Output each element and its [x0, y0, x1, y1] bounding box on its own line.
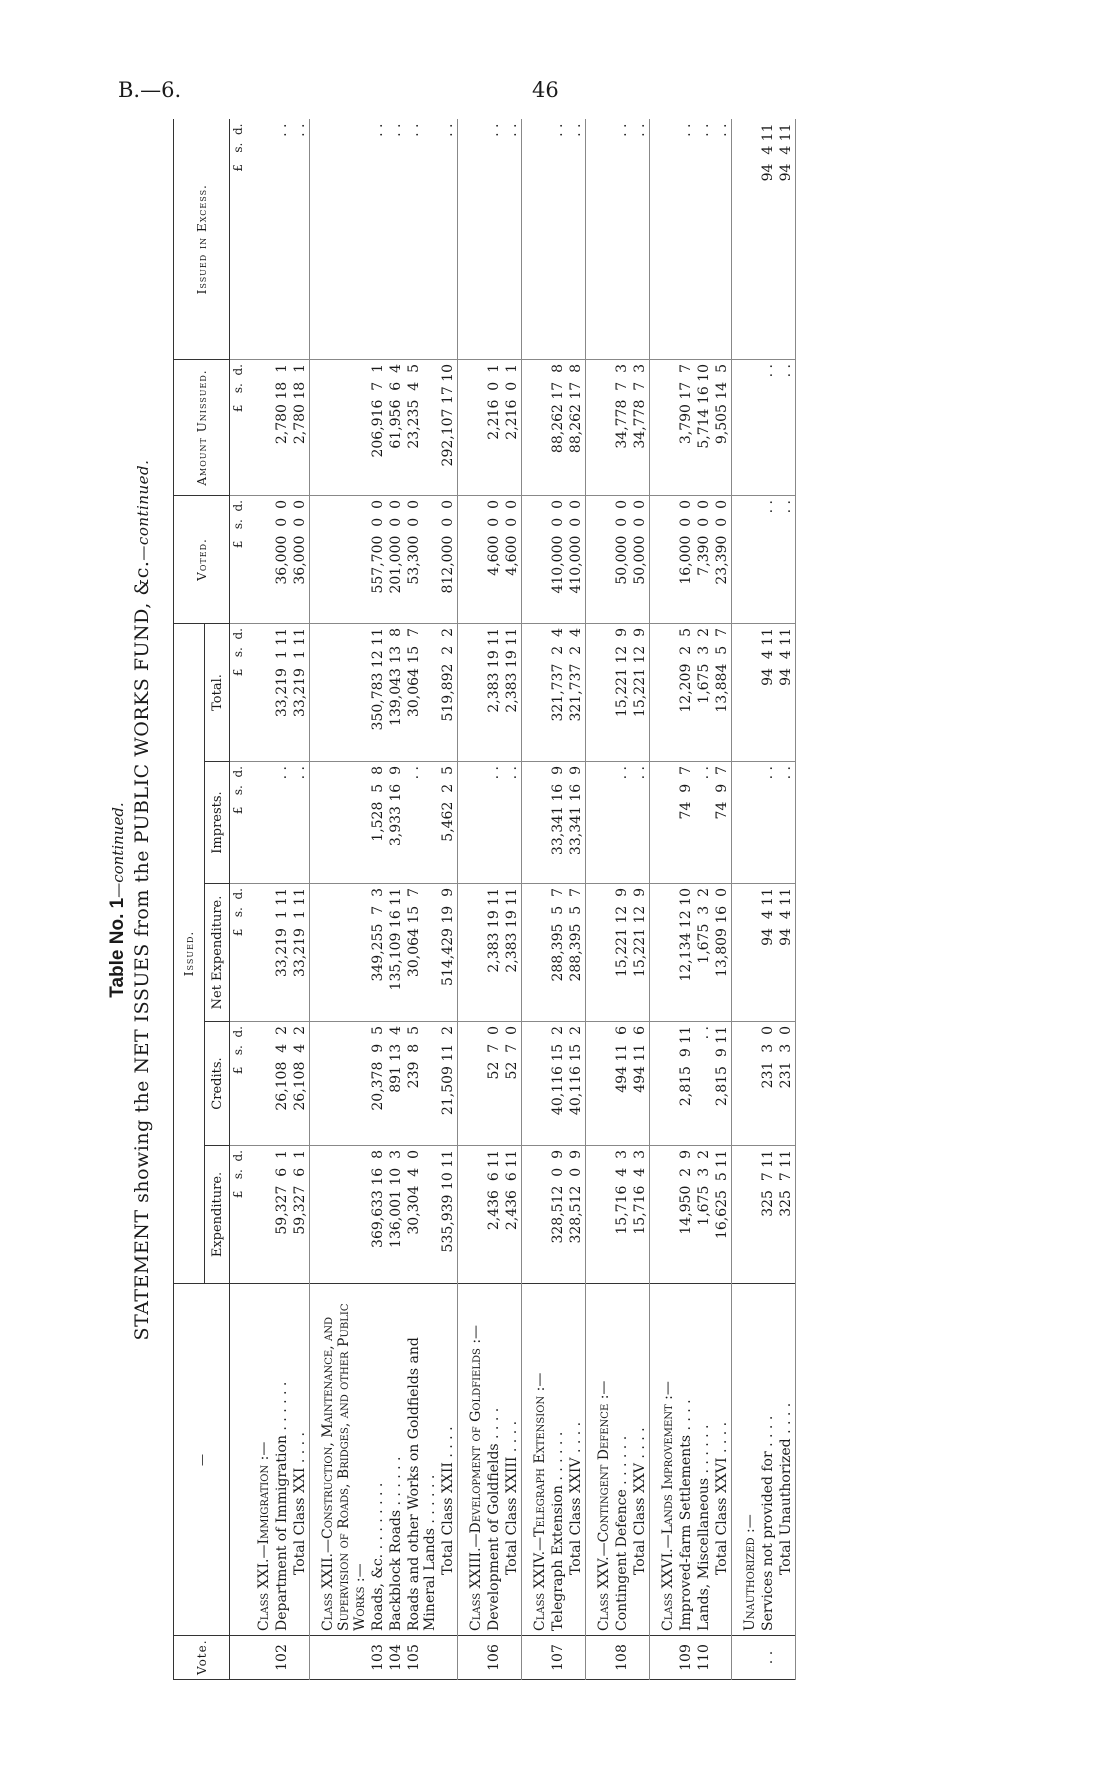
table-row	[405, 120, 439, 1680]
cell-exp: 30,304 4 0	[405, 1146, 439, 1284]
cell-exp	[586, 1146, 614, 1284]
item-description: Backblock Roads . . . . . .	[387, 1284, 405, 1636]
cell-exc: . .	[406, 123, 422, 137]
cell-tot: 139,043 13 8	[387, 624, 405, 762]
item-description: Services not provided for . . . .	[759, 1284, 777, 1636]
unit-label: £ s. d.	[230, 1022, 247, 1146]
cell-net	[246, 884, 273, 1022]
table-row	[387, 120, 405, 1680]
cell-unis: 3,790 17 7	[677, 360, 695, 496]
cell-exc: . .	[696, 123, 712, 137]
cell-exp: 14,950 2 9	[677, 1146, 695, 1284]
cell-exc: . .	[291, 120, 310, 360]
vote-number	[291, 1636, 310, 1680]
cell-voted: 201,000 0 0	[387, 496, 405, 624]
cell-tot: 94 4 11	[759, 624, 777, 762]
cell-imp: . .	[503, 762, 522, 884]
cell-unis	[246, 360, 273, 496]
cell-exc: . .	[274, 123, 290, 137]
cell-exp: 16,625 5 11	[713, 1146, 732, 1284]
cell-voted: 50,000 0 0	[631, 496, 650, 624]
public-works-table	[173, 120, 796, 1681]
cell-cred: 21,509 11 2	[439, 1022, 458, 1146]
cell-exc: . .	[713, 120, 732, 360]
cell-net: 33,219 1 11	[273, 884, 291, 1022]
item-description: Total Unauthorized . . . .	[777, 1284, 796, 1636]
cell-unis	[650, 360, 678, 496]
item-description: Lands, Miscellaneous . . . . . .	[695, 1284, 713, 1636]
cell-unis: 2,216 0 1	[485, 360, 503, 496]
class-heading-row	[458, 120, 486, 1680]
vote-number	[522, 1636, 550, 1680]
table-row	[759, 120, 777, 1680]
table-row	[677, 120, 695, 1680]
vote-number: 109	[677, 1636, 695, 1680]
total-row	[631, 120, 650, 1680]
rotated-table-region	[105, 120, 1005, 1680]
cell-unis: 292,107 17 10	[439, 360, 458, 496]
cell-imp: . .	[273, 762, 291, 884]
class-heading-row	[522, 120, 550, 1680]
cell-exp: 15,716 4 3	[631, 1146, 650, 1284]
item-description: Roads and other Works on Goldfields and Mineral Lands . . . . . .	[405, 1284, 439, 1636]
cell-cred	[650, 1022, 678, 1146]
total-row	[713, 120, 732, 1680]
header-vote: Vote.	[174, 1636, 230, 1680]
cell-exp	[522, 1146, 550, 1284]
cell-exc: . .	[550, 123, 566, 137]
vote-number	[439, 1636, 458, 1680]
cell-net	[650, 884, 678, 1022]
cell-net: 15,221 12 9	[631, 884, 650, 1022]
cell-voted	[586, 496, 614, 624]
cell-exp: 328,512 0 9	[549, 1146, 567, 1284]
cell-exc: 94 4 11	[760, 123, 776, 182]
cell-imp: 1,528 5 8	[369, 762, 387, 884]
item-description: Department of Immigration . . . . . .	[273, 1284, 291, 1636]
cell-imp	[522, 762, 550, 884]
unit-label: £ s. d.	[231, 123, 245, 172]
class-heading: Class XXIII.—Development of Goldfields :—	[458, 1284, 486, 1636]
vote-number	[650, 1636, 678, 1680]
vote-number	[458, 1636, 486, 1680]
cell-unis: 2,780 18 1	[273, 360, 291, 496]
unit-label: £ s. d.	[230, 1146, 247, 1284]
cell-voted: 4,600 0 0	[503, 496, 522, 624]
cell-unis: 9,505 14 5	[713, 360, 732, 496]
cell-imp	[586, 762, 614, 884]
cell-exp	[458, 1146, 486, 1284]
cell-cred	[458, 1022, 486, 1146]
cell-cred: 239 8 5	[405, 1022, 439, 1146]
cell-unis: 2,216 0 1	[503, 360, 522, 496]
cell-net: 1,675 3 2	[695, 884, 713, 1022]
cell-exc: . .	[631, 120, 650, 360]
cell-tot: 321,737 2 4	[567, 624, 586, 762]
cell-tot: 15,221 12 9	[613, 624, 631, 762]
vote-number: 106	[485, 1636, 503, 1680]
cell-imp	[310, 762, 370, 884]
cell-exp: 535,939 10 11	[439, 1146, 458, 1284]
vote-number	[567, 1636, 586, 1680]
cell-tot: 33,219 1 11	[273, 624, 291, 762]
item-description: Total Class XXI . . . .	[291, 1284, 310, 1636]
cell-unis	[522, 360, 550, 496]
header-issued-in-excess: Issued in Excess.	[174, 120, 230, 360]
cell-exp: 325 7 11	[777, 1146, 796, 1284]
cell-voted: 36,000 0 0	[291, 496, 310, 624]
cell-tot: 321,737 2 4	[549, 624, 567, 762]
header-voted: Voted.	[174, 496, 230, 624]
cell-voted: 4,600 0 0	[485, 496, 503, 624]
cell-voted: 16,000 0 0	[677, 496, 695, 624]
document-reference: B.—6.	[118, 78, 182, 102]
cell-voted: 36,000 0 0	[273, 496, 291, 624]
cell-unis: . .	[777, 360, 796, 496]
cell-net: 15,221 12 9	[613, 884, 631, 1022]
statement-text: STATEMENT showing the NET ISSUES from the PUBLIC WORKS FUND, &c.	[131, 560, 153, 1341]
cell-exp: 59,327 6 1	[273, 1146, 291, 1284]
cell-unis: 5,714 16 10	[695, 360, 713, 496]
cell-net: 288,395 5 7	[567, 884, 586, 1022]
header-issued: Issued.	[174, 624, 205, 1284]
cell-exc: 94 4 11	[777, 120, 796, 360]
vote-number: 108	[613, 1636, 631, 1680]
vote-number	[732, 1636, 760, 1680]
item-description: Improved-farm Settlements . . . .	[677, 1284, 695, 1636]
cell-imp: 74 9 7	[713, 762, 732, 884]
cell-cred: 52 7 0	[485, 1022, 503, 1146]
item-description: Total Class XXVI . . . .	[713, 1284, 732, 1636]
cell-unis: 2,780 18 1	[291, 360, 310, 496]
cell-unis	[732, 360, 760, 496]
class-heading-row	[650, 120, 678, 1680]
cell-imp: 74 9 7	[677, 762, 695, 884]
cell-tot	[586, 624, 614, 762]
cell-net: 288,395 5 7	[549, 884, 567, 1022]
cell-exc	[732, 120, 760, 360]
cell-voted: 557,700 0 0	[369, 496, 387, 624]
cell-unis: 34,778 7 3	[613, 360, 631, 496]
cell-tot: 1,675 3 2	[695, 624, 713, 762]
cell-exc	[522, 120, 550, 360]
cell-unis	[458, 360, 486, 496]
cell-cred: 52 7 0	[503, 1022, 522, 1146]
class-heading-row	[310, 120, 370, 1680]
cell-imp: . .	[485, 762, 503, 884]
cell-cred: . .	[695, 1022, 713, 1146]
vote-number	[310, 1636, 370, 1680]
cell-unis: 34,778 7 3	[631, 360, 650, 496]
total-row	[439, 120, 458, 1680]
cell-voted	[458, 496, 486, 624]
cell-net	[586, 884, 614, 1022]
unit-label: £ s. d.	[230, 624, 247, 762]
cell-exc	[310, 120, 370, 360]
cell-tot: 2,383 19 11	[503, 624, 522, 762]
cell-net	[732, 884, 760, 1022]
cell-voted: . .	[777, 496, 796, 624]
cell-imp: 33,341 16 9	[567, 762, 586, 884]
vote-number: . .	[759, 1636, 777, 1680]
unit-label: £ s. d.	[230, 762, 247, 884]
table-row	[549, 120, 567, 1680]
cell-tot: 30,064 15 7	[405, 624, 439, 762]
cell-imp	[458, 762, 486, 884]
cell-cred	[246, 1022, 273, 1146]
vote-number	[713, 1636, 732, 1680]
total-row	[503, 120, 522, 1680]
vote-number: 102	[273, 1636, 291, 1680]
unit-label: £ s. d.	[230, 496, 247, 624]
cell-exp: 2,436 6 11	[485, 1146, 503, 1284]
cell-tot	[650, 624, 678, 762]
cell-exc: . .	[614, 123, 630, 137]
vote-number	[503, 1636, 522, 1680]
unit-label: £ s. d.	[230, 884, 247, 1022]
table-row	[695, 120, 713, 1680]
cell-unis: 88,262 17 8	[549, 360, 567, 496]
table-title-block	[105, 120, 165, 1680]
statement-title	[131, 120, 153, 1680]
cell-cred: 2,815 9 11	[713, 1022, 732, 1146]
class-heading-row	[586, 120, 614, 1680]
unit-row	[230, 120, 247, 1680]
cell-exc	[650, 120, 678, 360]
cell-exp: 2,436 6 11	[503, 1146, 522, 1284]
header-credits: Credits.	[205, 1022, 230, 1146]
cell-imp: 33,341 16 9	[549, 762, 567, 884]
cell-voted: 50,000 0 0	[613, 496, 631, 624]
cell-exc	[586, 120, 614, 360]
vote-number	[777, 1636, 796, 1680]
cell-voted	[650, 496, 678, 624]
item-description: Telegraph Extension . . . . . .	[549, 1284, 567, 1636]
cell-imp	[650, 762, 678, 884]
vote-number: 103	[369, 1636, 387, 1680]
cell-tot	[732, 624, 760, 762]
table-row	[273, 120, 291, 1680]
cell-exp: 15,716 4 3	[613, 1146, 631, 1284]
cell-exp: 1,675 3 2	[695, 1146, 713, 1284]
item-description: Total Class XXIV . . . .	[567, 1284, 586, 1636]
cell-cred: 891 13 4	[387, 1022, 405, 1146]
cell-voted: 7,390 0 0	[695, 496, 713, 624]
cell-voted	[246, 496, 273, 624]
cell-cred: 40,116 15 2	[567, 1022, 586, 1146]
cell-net: 30,064 15 7	[405, 884, 439, 1022]
cell-net: 135,109 16 11	[387, 884, 405, 1022]
cell-exc: . .	[486, 123, 502, 137]
cell-imp	[246, 762, 273, 884]
vote-number: 110	[695, 1636, 713, 1680]
cell-tot: 12,209 2 5	[677, 624, 695, 762]
cell-imp	[732, 762, 760, 884]
vote-number	[246, 1636, 273, 1680]
cell-cred: 231 3 0	[777, 1022, 796, 1146]
item-description: Contingent Defence . . . . . .	[613, 1284, 631, 1636]
cell-tot: 33,219 1 11	[291, 624, 310, 762]
class-heading: Class XXII.—Construction, Maintenance, and Supervision of Roads, Bridges, and other Public Works :—	[310, 1284, 370, 1636]
table-row	[485, 120, 503, 1680]
cell-cred	[586, 1022, 614, 1146]
cell-exp: 136,001 10 3	[387, 1146, 405, 1284]
cell-unis: 206,916 7 1	[369, 360, 387, 496]
table-row	[369, 120, 387, 1680]
cell-cred: 26,108 4 2	[291, 1022, 310, 1146]
cell-exp	[732, 1146, 760, 1284]
total-row	[567, 120, 586, 1680]
cell-voted: 53,300 0 0	[405, 496, 439, 624]
cell-exc: . .	[370, 123, 386, 137]
cell-imp: . .	[631, 762, 650, 884]
cell-exp: 369,633 16 8	[369, 1146, 387, 1284]
cell-cred	[310, 1022, 370, 1146]
cell-tot: 350,783 12 11	[369, 624, 387, 762]
class-heading: Unauthorized :—	[732, 1284, 760, 1636]
cell-net	[522, 884, 550, 1022]
item-description: Development of Goldfields . . . .	[485, 1284, 503, 1636]
cell-unis: 61,956 6 4	[387, 360, 405, 496]
header-description: —	[174, 1284, 230, 1636]
unit-label: £ s. d.	[230, 360, 247, 496]
table-row	[613, 120, 631, 1680]
class-heading-row	[246, 120, 273, 1680]
cell-cred: 494 11 6	[631, 1022, 650, 1146]
cell-unis	[310, 360, 370, 496]
cell-cred: 40,116 15 2	[549, 1022, 567, 1146]
table-body	[230, 120, 796, 1680]
cell-tot	[246, 624, 273, 762]
cell-net: 94 4 11	[777, 884, 796, 1022]
class-heading: Class XXVI.—Lands Improvement :—	[650, 1284, 678, 1636]
cell-imp: 3,933 16 9	[387, 762, 405, 884]
vote-number: 104	[387, 1636, 405, 1680]
cell-net	[458, 884, 486, 1022]
vote-number	[586, 1636, 614, 1680]
cell-unis	[586, 360, 614, 496]
cell-exp: 325 7 11	[759, 1146, 777, 1284]
cell-voted	[522, 496, 550, 624]
cell-cred: 231 3 0	[759, 1022, 777, 1146]
vote-number	[631, 1636, 650, 1680]
cell-net: 33,219 1 11	[291, 884, 310, 1022]
cell-exc: . .	[678, 123, 694, 137]
cell-exc: . .	[503, 120, 522, 360]
header-net-expenditure: Net Expenditure.	[205, 884, 230, 1022]
total-row	[777, 120, 796, 1680]
table-number	[107, 120, 129, 1680]
item-description: Total Class XXII . . . .	[439, 1284, 458, 1636]
cell-exc: . .	[567, 120, 586, 360]
cell-tot	[458, 624, 486, 762]
cell-voted	[732, 496, 760, 624]
cell-exp: 328,512 0 9	[567, 1146, 586, 1284]
item-description: Total Class XXIII . . . .	[503, 1284, 522, 1636]
cell-net: 94 4 11	[759, 884, 777, 1022]
cell-voted: 23,390 0 0	[713, 496, 732, 624]
statement-continued: —continued.	[134, 459, 152, 561]
cell-exc: . .	[439, 120, 458, 360]
cell-imp: . .	[777, 762, 796, 884]
cell-exp	[650, 1146, 678, 1284]
cell-cred: 20,378 9 5	[369, 1022, 387, 1146]
item-description: Total Class XXV . . . .	[631, 1284, 650, 1636]
header-imprests: Imprests.	[205, 762, 230, 884]
page-number: 46	[532, 78, 559, 102]
cell-cred: 2,815 9 11	[677, 1022, 695, 1146]
cell-unis: 88,262 17 8	[567, 360, 586, 496]
header-amount-unissued: Amount Unissued.	[174, 360, 230, 496]
cell-voted: 410,000 0 0	[567, 496, 586, 624]
cell-tot: 2,383 19 11	[485, 624, 503, 762]
cell-tot: 13,884 5 7	[713, 624, 732, 762]
cell-exp: 59,327 6 1	[291, 1146, 310, 1284]
cell-exc	[458, 120, 486, 360]
cell-net: 12,134 12 10	[677, 884, 695, 1022]
class-heading: Class XXV.—Contingent Defence :—	[586, 1284, 614, 1636]
cell-exp	[310, 1146, 370, 1284]
cell-exp	[246, 1146, 273, 1284]
item-description: Roads, &c. . . . . . . . .	[369, 1284, 387, 1636]
table-continued: —continued.	[109, 802, 127, 898]
cell-unis: . .	[759, 360, 777, 496]
cell-net: 349,255 7 3	[369, 884, 387, 1022]
cell-unis: 23,235 4 5	[405, 360, 439, 496]
cell-imp: . .	[613, 762, 631, 884]
cell-tot: 519,892 2 2	[439, 624, 458, 762]
table-number-label: Table No. 1	[107, 897, 128, 998]
cell-imp: . .	[291, 762, 310, 884]
header-total: Total.	[205, 624, 230, 762]
cell-exc: . .	[388, 123, 404, 137]
cell-imp: . .	[405, 762, 439, 884]
cell-cred	[732, 1022, 760, 1146]
page-header	[0, 0, 1114, 120]
cell-imp: 5,462 2 5	[439, 762, 458, 884]
cell-net: 13,809 16 0	[713, 884, 732, 1022]
cell-cred	[522, 1022, 550, 1146]
header-expenditure: Expenditure.	[205, 1146, 230, 1284]
class-heading-row	[732, 120, 760, 1680]
cell-tot	[522, 624, 550, 762]
cell-tot: 15,221 12 9	[631, 624, 650, 762]
cell-voted	[310, 496, 370, 624]
cell-net: 514,429 19 9	[439, 884, 458, 1022]
vote-number: 107	[549, 1636, 567, 1680]
cell-net	[310, 884, 370, 1022]
cell-cred: 494 11 6	[613, 1022, 631, 1146]
vote-number: 105	[405, 1636, 439, 1680]
cell-tot	[310, 624, 370, 762]
class-heading: Class XXI.—Immigration :—	[246, 1284, 273, 1636]
total-row	[291, 120, 310, 1680]
cell-voted: 812,000 0 0	[439, 496, 458, 624]
cell-imp: . .	[759, 762, 777, 884]
class-heading: Class XXIV.—Telegraph Extension :—	[522, 1284, 550, 1636]
cell-voted: . .	[759, 496, 777, 624]
cell-cred: 26,108 4 2	[273, 1022, 291, 1146]
cell-net: 2,383 19 11	[485, 884, 503, 1022]
cell-tot: 94 4 11	[777, 624, 796, 762]
cell-imp: . .	[695, 762, 713, 884]
cell-net: 2,383 19 11	[503, 884, 522, 1022]
cell-exc	[246, 120, 273, 360]
cell-voted: 410,000 0 0	[549, 496, 567, 624]
